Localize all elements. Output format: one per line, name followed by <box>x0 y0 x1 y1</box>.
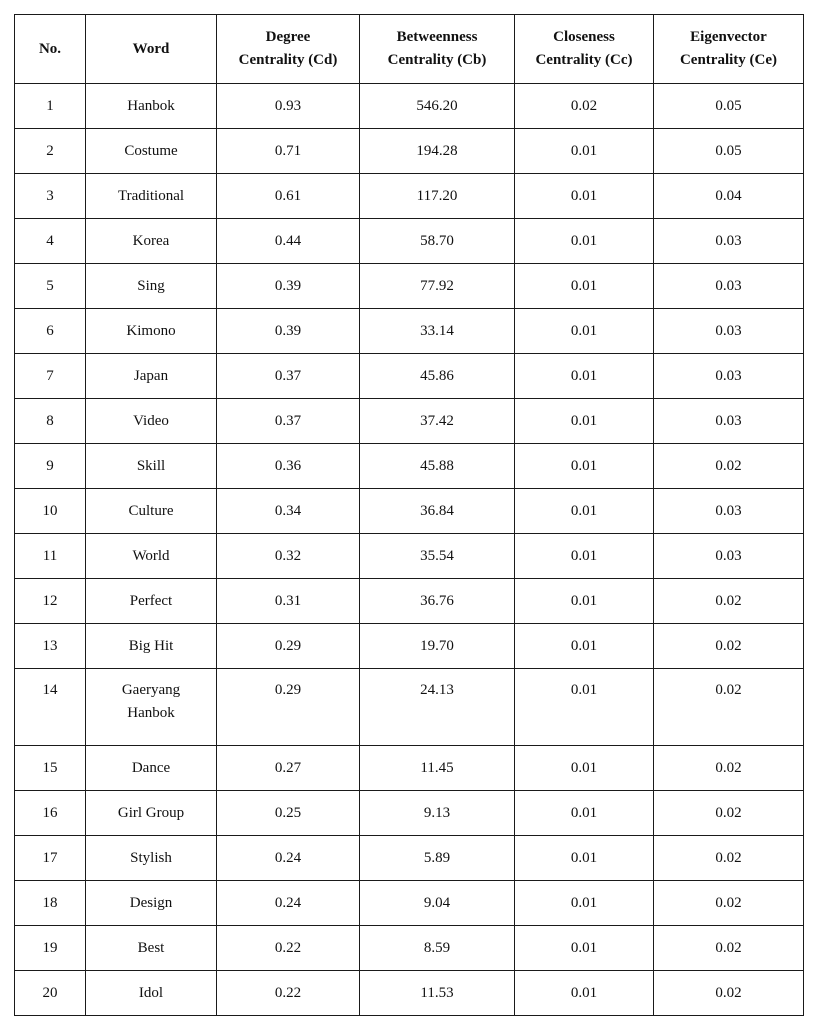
cell-closeness: 0.01 <box>515 971 654 1016</box>
cell-closeness: 0.01 <box>515 219 654 264</box>
cell-degree: 0.37 <box>217 354 360 399</box>
cell-no: 5 <box>15 264 86 309</box>
cell-no: 18 <box>15 881 86 926</box>
table-body <box>15 84 804 1016</box>
cell-word <box>86 669 217 746</box>
cell-word: Best <box>86 926 217 971</box>
cell-word: Costume <box>86 129 217 174</box>
table-row <box>15 836 804 881</box>
cell-eigenvector: 0.03 <box>654 354 804 399</box>
cell-eigenvector: 0.02 <box>654 624 804 669</box>
cell-word: Dance <box>86 746 217 791</box>
table-row <box>15 579 804 624</box>
cell-degree: 0.61 <box>217 174 360 219</box>
cell-betweenness: 36.84 <box>360 489 515 534</box>
cell-no: 13 <box>15 624 86 669</box>
cell-word: Skill <box>86 444 217 489</box>
cell-closeness: 0.01 <box>515 836 654 881</box>
cell-no: 17 <box>15 836 86 881</box>
cell-no: 16 <box>15 791 86 836</box>
cell-eigenvector: 0.03 <box>654 309 804 354</box>
cell-closeness: 0.01 <box>515 129 654 174</box>
cell-word: Hanbok <box>86 84 217 129</box>
cell-closeness: 0.01 <box>515 579 654 624</box>
cell-betweenness: 546.20 <box>360 84 515 129</box>
cell-degree: 0.29 <box>217 669 360 746</box>
cell-closeness: 0.01 <box>515 444 654 489</box>
table-row <box>15 746 804 791</box>
header-row <box>15 15 804 84</box>
cell-word: Big Hit <box>86 624 217 669</box>
cell-closeness: 0.01 <box>515 669 654 746</box>
cell-word: Japan <box>86 354 217 399</box>
table-row <box>15 219 804 264</box>
cell-degree: 0.22 <box>217 926 360 971</box>
cell-degree: 0.34 <box>217 489 360 534</box>
cell-word: Idol <box>86 971 217 1016</box>
cell-no: 1 <box>15 84 86 129</box>
cell-betweenness: 9.04 <box>360 881 515 926</box>
cell-betweenness: 37.42 <box>360 399 515 444</box>
cell-eigenvector: 0.03 <box>654 534 804 579</box>
cell-word: Korea <box>86 219 217 264</box>
cell-word: Stylish <box>86 836 217 881</box>
cell-betweenness: 45.86 <box>360 354 515 399</box>
cell-word-line: Hanbok <box>127 705 175 721</box>
cell-eigenvector: 0.03 <box>654 264 804 309</box>
cell-betweenness: 77.92 <box>360 264 515 309</box>
cell-closeness: 0.01 <box>515 354 654 399</box>
cell-closeness: 0.01 <box>515 174 654 219</box>
cell-eigenvector: 0.03 <box>654 399 804 444</box>
table-row <box>15 624 804 669</box>
cell-eigenvector: 0.02 <box>654 579 804 624</box>
cell-word: Perfect <box>86 579 217 624</box>
table-row <box>15 669 804 746</box>
header-no: No. <box>15 15 86 84</box>
cell-closeness: 0.01 <box>515 624 654 669</box>
cell-degree: 0.24 <box>217 881 360 926</box>
cell-eigenvector: 0.02 <box>654 971 804 1016</box>
header-degree-centrality: Degree Centrality (Cd) <box>217 15 360 84</box>
cell-betweenness: 5.89 <box>360 836 515 881</box>
cell-word: Video <box>86 399 217 444</box>
cell-eigenvector: 0.02 <box>654 881 804 926</box>
table-row <box>15 399 804 444</box>
cell-degree: 0.37 <box>217 399 360 444</box>
cell-eigenvector: 0.02 <box>654 836 804 881</box>
cell-eigenvector: 0.03 <box>654 489 804 534</box>
cell-eigenvector: 0.05 <box>654 84 804 129</box>
cell-no: 9 <box>15 444 86 489</box>
cell-no: 8 <box>15 399 86 444</box>
table-row <box>15 84 804 129</box>
cell-word: Design <box>86 881 217 926</box>
cell-no: 7 <box>15 354 86 399</box>
cell-betweenness: 19.70 <box>360 624 515 669</box>
table-row <box>15 129 804 174</box>
cell-betweenness: 36.76 <box>360 579 515 624</box>
cell-closeness: 0.02 <box>515 84 654 129</box>
cell-word: Girl Group <box>86 791 217 836</box>
cell-no: 2 <box>15 129 86 174</box>
cell-closeness: 0.01 <box>515 881 654 926</box>
cell-degree: 0.25 <box>217 791 360 836</box>
cell-degree: 0.93 <box>217 84 360 129</box>
cell-eigenvector: 0.02 <box>654 669 804 746</box>
cell-degree: 0.24 <box>217 836 360 881</box>
cell-no: 20 <box>15 971 86 1016</box>
cell-no: 4 <box>15 219 86 264</box>
cell-betweenness: 11.53 <box>360 971 515 1016</box>
cell-closeness: 0.01 <box>515 399 654 444</box>
cell-no: 6 <box>15 309 86 354</box>
cell-betweenness: 45.88 <box>360 444 515 489</box>
cell-no: 14 <box>15 669 86 746</box>
centrality-table <box>14 14 804 1016</box>
cell-closeness: 0.01 <box>515 309 654 354</box>
table-row <box>15 971 804 1016</box>
cell-word: Culture <box>86 489 217 534</box>
header-closeness-centrality: Closeness Centrality (Cc) <box>515 15 654 84</box>
cell-word: World <box>86 534 217 579</box>
cell-word: Kimono <box>86 309 217 354</box>
cell-betweenness: 11.45 <box>360 746 515 791</box>
header-betweenness-centrality: Betweenness Centrality (Cb) <box>360 15 515 84</box>
cell-betweenness: 117.20 <box>360 174 515 219</box>
cell-no: 19 <box>15 926 86 971</box>
table-row <box>15 534 804 579</box>
cell-degree: 0.22 <box>217 971 360 1016</box>
header-eigenvector-centrality: Eigenvector Centrality (Ce) <box>654 15 804 84</box>
cell-closeness: 0.01 <box>515 534 654 579</box>
table-header <box>15 15 804 84</box>
cell-degree: 0.44 <box>217 219 360 264</box>
cell-closeness: 0.01 <box>515 746 654 791</box>
cell-degree: 0.31 <box>217 579 360 624</box>
cell-betweenness: 9.13 <box>360 791 515 836</box>
cell-closeness: 0.01 <box>515 264 654 309</box>
cell-word-line: Gaeryang <box>121 682 181 698</box>
cell-eigenvector: 0.02 <box>654 746 804 791</box>
cell-degree: 0.39 <box>217 309 360 354</box>
cell-eigenvector: 0.02 <box>654 926 804 971</box>
table-row <box>15 444 804 489</box>
cell-betweenness: 194.28 <box>360 129 515 174</box>
cell-no: 12 <box>15 579 86 624</box>
table-row <box>15 926 804 971</box>
table-row <box>15 489 804 534</box>
cell-eigenvector: 0.04 <box>654 174 804 219</box>
cell-no: 10 <box>15 489 86 534</box>
cell-degree: 0.39 <box>217 264 360 309</box>
cell-degree: 0.29 <box>217 624 360 669</box>
cell-degree: 0.27 <box>217 746 360 791</box>
table-row <box>15 174 804 219</box>
table-row <box>15 881 804 926</box>
cell-eigenvector: 0.03 <box>654 219 804 264</box>
cell-betweenness: 24.13 <box>360 669 515 746</box>
cell-degree: 0.36 <box>217 444 360 489</box>
cell-degree: 0.71 <box>217 129 360 174</box>
cell-betweenness: 58.70 <box>360 219 515 264</box>
table-row <box>15 791 804 836</box>
cell-closeness: 0.01 <box>515 489 654 534</box>
cell-betweenness: 33.14 <box>360 309 515 354</box>
cell-degree: 0.32 <box>217 534 360 579</box>
table-row <box>15 264 804 309</box>
header-word: Word <box>86 15 217 84</box>
table-row <box>15 354 804 399</box>
cell-word: Sing <box>86 264 217 309</box>
cell-eigenvector: 0.05 <box>654 129 804 174</box>
cell-closeness: 0.01 <box>515 926 654 971</box>
cell-eigenvector: 0.02 <box>654 791 804 836</box>
cell-no: 15 <box>15 746 86 791</box>
cell-no: 3 <box>15 174 86 219</box>
cell-eigenvector: 0.02 <box>654 444 804 489</box>
cell-no: 11 <box>15 534 86 579</box>
cell-closeness: 0.01 <box>515 791 654 836</box>
cell-betweenness: 35.54 <box>360 534 515 579</box>
table-row <box>15 309 804 354</box>
cell-word: Traditional <box>86 174 217 219</box>
cell-betweenness: 8.59 <box>360 926 515 971</box>
